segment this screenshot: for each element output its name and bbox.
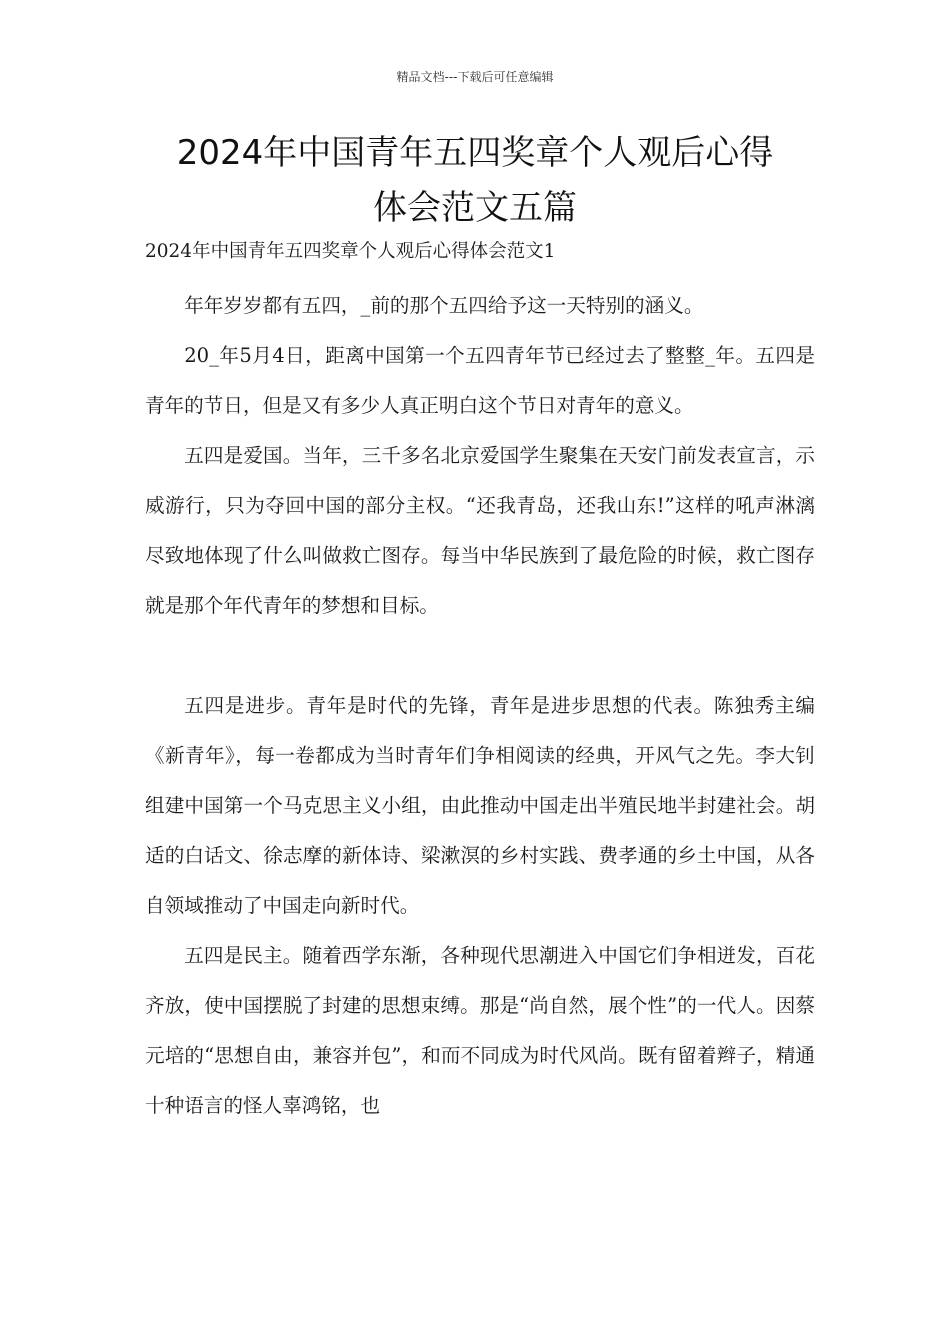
paragraph: 五四是进步。青年是时代的先锋，青年是进步思想的代表。陈独秀主编《新青年》，每一卷都成为当时青年们争相阅读的经典，开风气之先。李大钊组建中国第一个马克思主义小组，由此推动中国走出半殖民地半封建社会。胡适的白话文、徐志摩的新体诗、梁漱溟的乡村实践、费孝通的乡土中国，从各自领域推动了中国走向新时代。 bbox=[145, 694, 815, 917]
paragraph: 20_年5月4日，距离中国第一个五四青年节已经过去了整整_年。五四是青年的节日，但是又有多少人真正明白这个节日对青年的意义。 bbox=[145, 344, 815, 417]
header-note: 精品文档---下载后可任意编辑 bbox=[396, 70, 554, 84]
paragraph: 五四是民主。随着西学东渐，各种现代思潮进入中国它们争相迸发，百花齐放，使中国摆脱了封建的思想束缚。那是“尚自然，展个性”的一代人。因蔡元培的“思想自由，兼容并包”，和而不同成为时代风尚。既有留着辫子，精通十种语言的怪人辜鸿铭，也 bbox=[145, 944, 815, 1117]
paragraph: 年年岁岁都有五四，_前的那个五四给予这一天特别的涵义。 bbox=[184, 294, 704, 317]
paragraph: 五四是爱国。当年，三千多名北京爱国学生聚集在天安门前发表宣言，示威游行，只为夺回中国的部分主权。“还我青岛，还我山东!”这样的吼声淋漓尽致地体现了什么叫做救亡图存。每当中华民族到了最危险的时候，救亡图存就是那个年代青年的梦想和目标。 bbox=[145, 444, 815, 617]
title-line-2: 体会范文五篇 bbox=[373, 188, 577, 228]
section-heading: 2024年中国青年五四奖章个人观后心得体会范文1 bbox=[145, 241, 556, 262]
document-body bbox=[145, 281, 815, 1131]
title-line-1: 2024年中国青年五四奖章个人观后心得 bbox=[176, 133, 774, 173]
document-title bbox=[120, 126, 830, 236]
